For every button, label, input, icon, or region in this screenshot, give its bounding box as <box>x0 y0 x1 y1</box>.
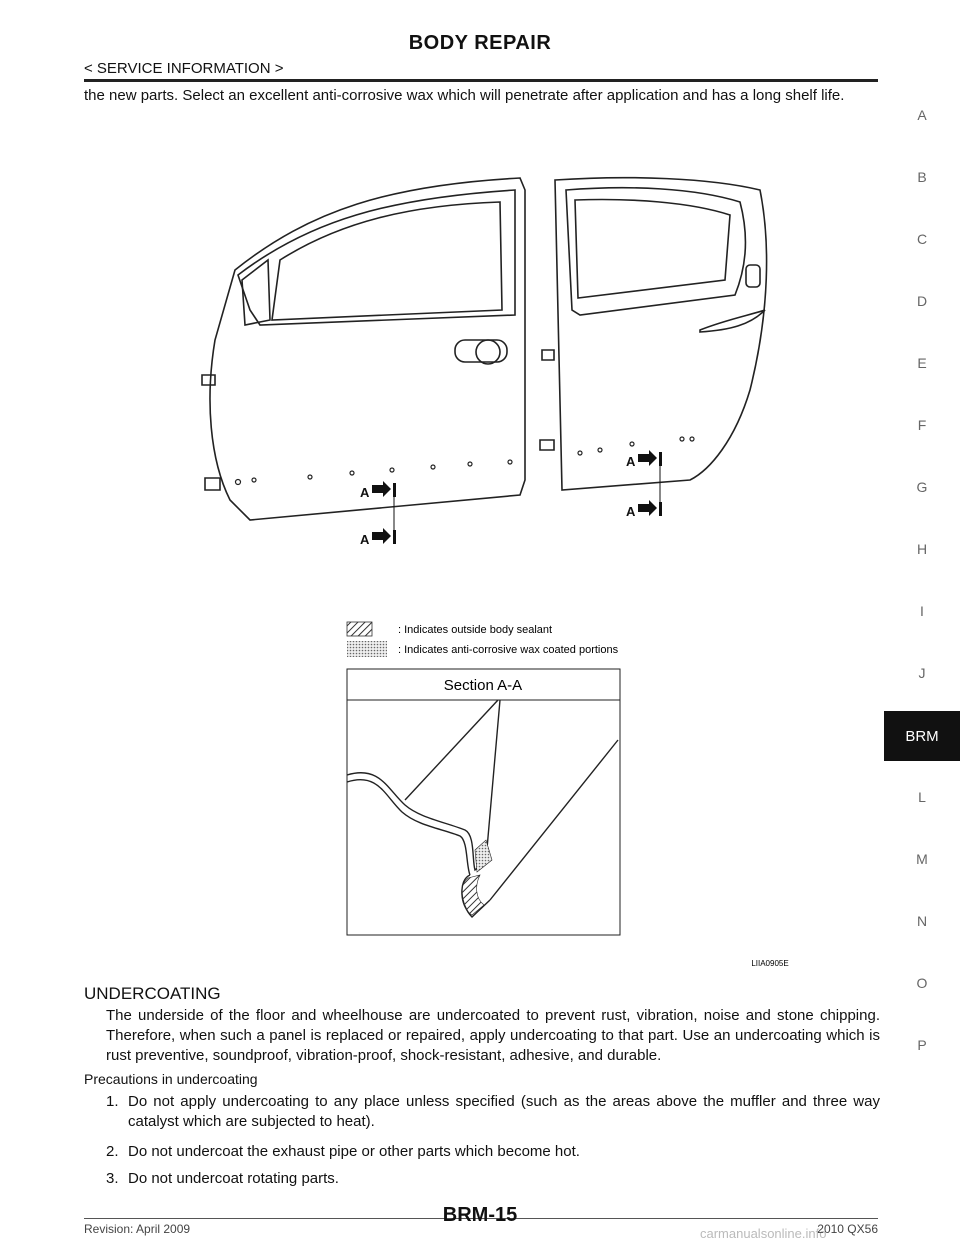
section-box <box>347 669 620 935</box>
step-text: Do not undercoat the exhaust pipe or other parts which become hot. <box>128 1143 580 1160</box>
precaution-step-1 <box>106 1092 880 1132</box>
undercoating-heading: UNDERCOATING <box>84 984 221 1003</box>
index-tab-e[interactable]: E <box>917 355 927 371</box>
step-text: Do not apply undercoating to any place unless specified (such as the areas above the muffler and three way catalyst which are subjected to heat). <box>128 1093 880 1130</box>
legend-wax-swatch <box>347 641 387 657</box>
page-title: BODY REPAIR <box>408 32 552 54</box>
step-number: 2. <box>106 1143 119 1160</box>
index-tab-l[interactable]: L <box>918 789 926 805</box>
index-tab-a[interactable]: A <box>917 107 927 123</box>
index-tab-h[interactable]: H <box>916 541 928 557</box>
watermark: carmanualsonline.info <box>700 1226 827 1241</box>
rear-door-holes <box>578 437 694 455</box>
index-tab-n[interactable]: N <box>916 913 928 929</box>
section-breadcrumb: < SERVICE INFORMATION > <box>84 60 284 77</box>
step-number: 1. <box>106 1093 119 1110</box>
index-tab-d[interactable]: D <box>916 293 928 309</box>
door-sealant-figure <box>190 160 810 980</box>
section-title: Section A-A <box>443 677 523 694</box>
precaution-step-2 <box>106 1142 880 1162</box>
legend-sealant-swatch <box>347 622 372 636</box>
index-tab-c[interactable]: C <box>916 231 928 247</box>
index-tab-j[interactable]: J <box>918 665 926 681</box>
index-tab-i[interactable]: I <box>920 603 924 619</box>
callout-group <box>360 450 662 547</box>
section-profile <box>347 700 618 917</box>
page-number: BRM-15 <box>442 1204 518 1226</box>
index-tab-b[interactable]: B <box>917 169 927 185</box>
index-tab-p[interactable]: P <box>917 1037 927 1053</box>
undercoating-paragraph: The underside of the floor and wheelhouse are undercoated to prevent rust, vibration, noise and stone chipping. Therefore, when such a panel is replaced or repaired, apply undercoating to that part. Use an undercoating which is rust preventive, soundproof, vibration-proof, shock-resistant, adhesive, and durable. <box>106 1007 880 1064</box>
step-number: 3. <box>106 1170 119 1187</box>
precaution-step-3 <box>106 1169 880 1189</box>
step-text: Do not undercoat rotating parts. <box>128 1170 339 1187</box>
callout-a-rear-lower: A <box>626 504 636 519</box>
index-tab-brm-active[interactable]: BRM <box>884 711 960 761</box>
index-tab-g[interactable]: G <box>916 479 928 495</box>
front-door-holes <box>236 460 513 485</box>
callout-a-front-upper: A <box>360 485 370 500</box>
legend-sealant-text: : Indicates outside body sealant <box>398 624 553 636</box>
index-tab-f[interactable]: F <box>917 417 927 433</box>
legend-wax-text: : Indicates anti-corrosive wax coated portions <box>398 644 619 656</box>
rear-door-drawing <box>540 178 767 490</box>
intro-paragraph: the new parts. Select an excellent anti-corrosive wax which will penetrate after application and has a long shelf life. <box>84 87 845 104</box>
index-tab-m[interactable]: M <box>916 851 928 867</box>
index-tab-o[interactable]: O <box>916 975 928 991</box>
callout-a-rear-upper: A <box>626 454 636 469</box>
precautions-title: Precautions in undercoating <box>84 1071 258 1087</box>
figure-code: LIIA0905E <box>751 959 789 968</box>
front-door-drawing <box>202 178 525 520</box>
model-year: 2010 QX56 <box>817 1222 878 1236</box>
callout-a-front-lower: A <box>360 532 370 547</box>
revision-date: Revision: April 2009 <box>84 1222 191 1236</box>
header-rule <box>84 79 878 82</box>
